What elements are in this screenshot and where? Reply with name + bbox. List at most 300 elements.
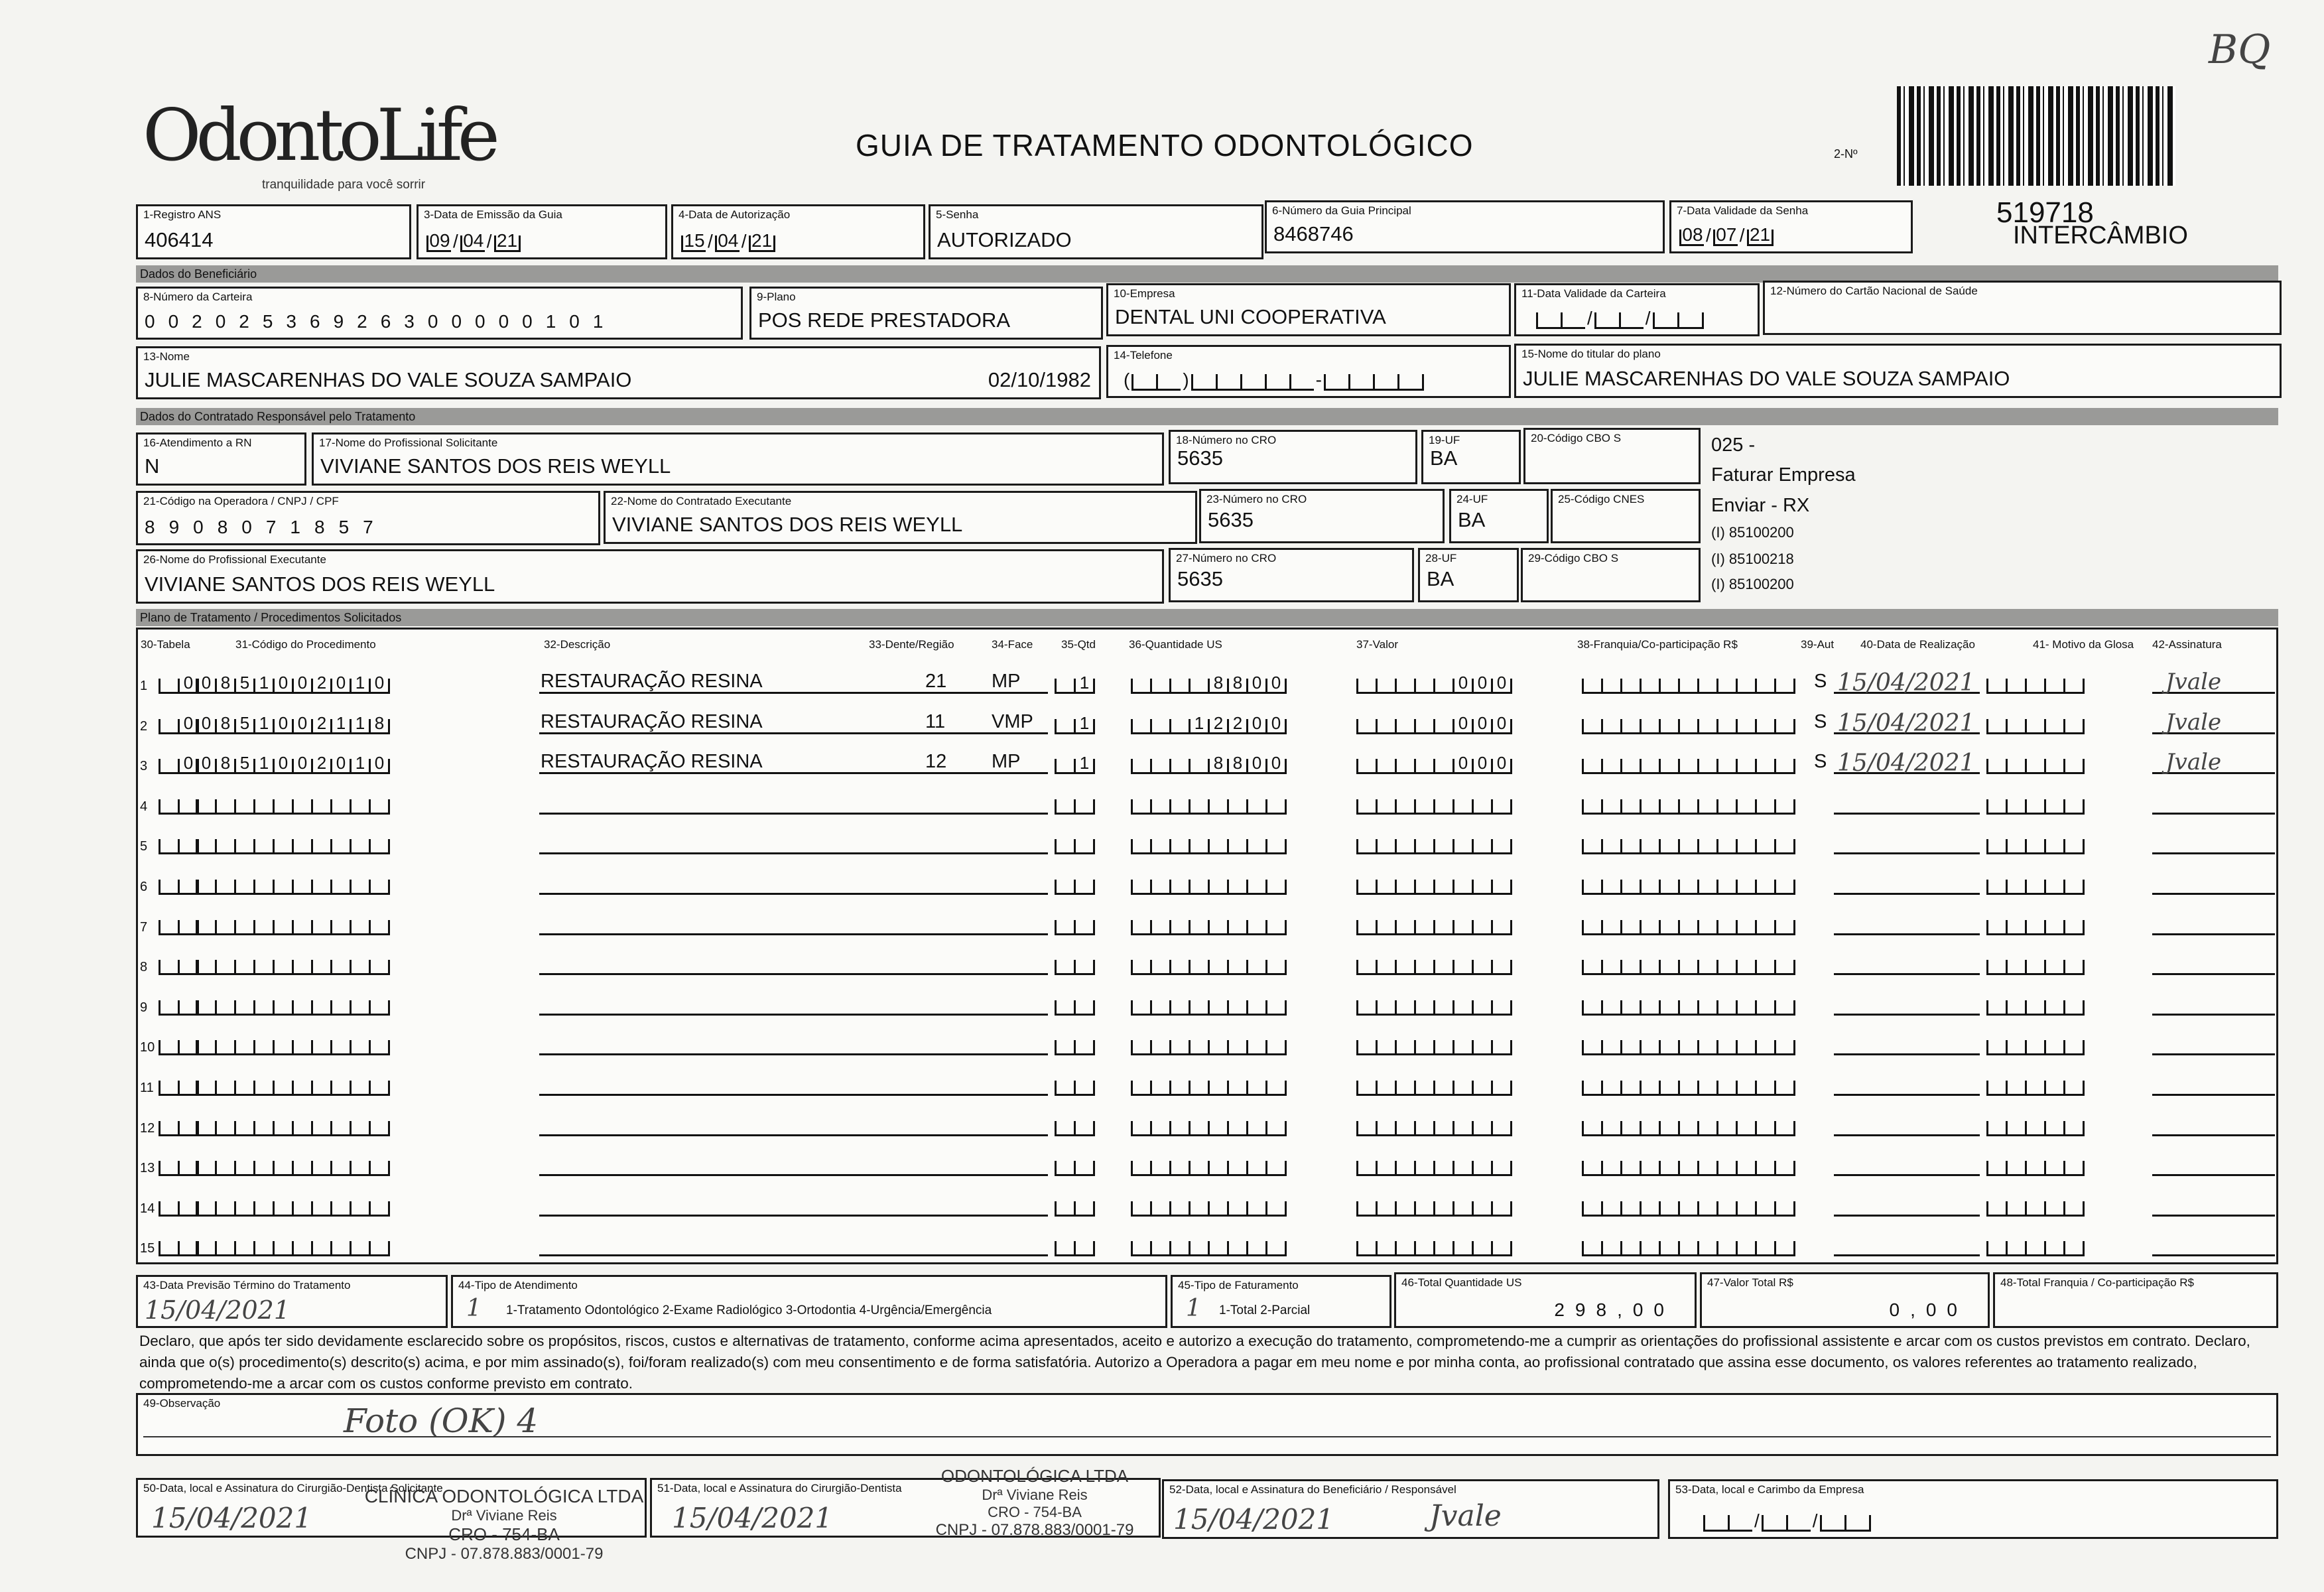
assinatura-line — [2152, 1215, 2275, 1217]
field-senha[interactable] — [929, 204, 1263, 259]
label: 6-Número da Guia Principal — [1272, 204, 1411, 217]
assinatura-line — [2152, 1174, 2275, 1176]
date-comb-empty: / / — [1703, 1510, 1871, 1532]
qtd-comb — [1055, 1241, 1095, 1256]
qtd-comb — [1055, 839, 1095, 854]
us-comb — [1131, 1161, 1287, 1176]
table-row[interactable] — [136, 939, 2278, 979]
dente-line — [895, 973, 975, 975]
tabela-comb — [159, 1081, 199, 1096]
stamp-2-line-2: Drª Viviane Reis — [982, 1487, 1088, 1503]
aut: S — [1814, 671, 1827, 692]
col-codigo: 31-Código do Procedimento — [235, 638, 376, 651]
table-row[interactable] — [136, 658, 2278, 698]
table-row[interactable] — [136, 1100, 2278, 1140]
codigo-comb — [196, 1241, 390, 1256]
dente: 11 — [925, 710, 946, 732]
label: 48-Total Franquia / Co-participação R$ — [2000, 1276, 2194, 1289]
value: 5635 — [1208, 508, 1254, 531]
franquia-comb — [1582, 1000, 1795, 1016]
tabela-comb — [159, 920, 199, 935]
valor-comb — [1356, 960, 1512, 975]
label: 45-Tipo de Faturamento — [1178, 1279, 1299, 1292]
label: 10-Empresa — [1114, 287, 1175, 300]
stamp-2 — [889, 1466, 1181, 1540]
value: BA — [1427, 567, 1454, 590]
valor-comb — [1356, 880, 1512, 895]
side-note-5: (I) 85100218 — [1711, 551, 1794, 567]
date: 15/04/2021 — [151, 1502, 312, 1534]
franquia-comb — [1582, 679, 1795, 694]
field-titular[interactable] — [1514, 344, 2282, 398]
glosa-comb — [1986, 920, 2085, 935]
date-comb: 08 / 07 / 21 — [1679, 225, 1774, 246]
face: VMP — [992, 710, 1033, 732]
row-number: 8 — [140, 960, 148, 975]
col-quantidade-us: 36-Quantidade US — [1129, 638, 1222, 651]
face-line — [982, 893, 1048, 895]
field-validade-senha[interactable] — [1669, 200, 1913, 253]
face-line — [982, 1134, 1048, 1136]
value: 15/04/2021 — [145, 1295, 290, 1325]
valor-comb — [1356, 920, 1512, 935]
section-contratado: Dados do Contratado Responsável pelo Tratamento — [136, 408, 2278, 425]
table-row[interactable] — [136, 738, 2278, 778]
label: 43-Data Previsão Término do Tratamento — [143, 1279, 351, 1292]
dente-line — [895, 813, 975, 815]
face-line — [982, 1254, 1048, 1256]
label: 12-Número do Cartão Nacional de Saúde — [1770, 285, 1978, 297]
dente-line — [895, 1094, 975, 1096]
us-comb — [1131, 1040, 1287, 1055]
codigo-comb — [196, 1201, 390, 1217]
corner-mark: BQ — [2209, 27, 2271, 73]
value: BA — [1430, 446, 1458, 470]
label: 49-Observação — [143, 1397, 221, 1410]
table-row[interactable] — [136, 1181, 2278, 1221]
side-note-2: Faturar Empresa — [1711, 464, 1856, 486]
franquia-comb — [1582, 1241, 1795, 1256]
dente: 21 — [925, 671, 947, 692]
tabela-comb — [159, 839, 199, 854]
valor-comb: 0 0 0 — [1356, 679, 1512, 694]
table-row[interactable] — [136, 1221, 2278, 1260]
barcode — [1897, 86, 2175, 186]
value: 406414 — [145, 228, 214, 251]
col-data-realizacao: 40-Data de Realização — [1860, 638, 1975, 651]
us-comb — [1131, 1000, 1287, 1016]
franquia-comb — [1582, 759, 1795, 774]
value: 5635 — [1177, 446, 1223, 470]
data-line — [1834, 1134, 1980, 1136]
field-telefone[interactable] — [1106, 345, 1511, 398]
codigo-comb — [196, 1000, 390, 1016]
glosa-comb — [1986, 719, 2085, 734]
codigo-comb — [196, 799, 390, 815]
qtd-comb — [1055, 1000, 1095, 1016]
label: 29-Código CBO S — [1528, 552, 1619, 564]
codigo-comb — [196, 920, 390, 935]
label: 3-Data de Emissão da Guia — [424, 208, 562, 221]
field-uf-19[interactable] — [1421, 430, 1521, 484]
col-dente: 33-Dente/Região — [869, 638, 954, 651]
logo-tagline: tranquilidade para você sorrir — [262, 178, 426, 192]
label: 27-Número no CRO — [1176, 552, 1277, 564]
dente-line — [895, 1053, 975, 1055]
field-assinatura-beneficiario[interactable] — [1162, 1479, 1659, 1539]
table-row[interactable] — [136, 819, 2278, 858]
glosa-comb — [1986, 1081, 2085, 1096]
dente-line — [895, 893, 975, 895]
table-row[interactable] — [136, 1140, 2278, 1180]
field-carimbo-empresa[interactable] — [1668, 1479, 2278, 1539]
us-comb: 1 2 2 0 0 — [1131, 719, 1287, 734]
face-line — [982, 813, 1048, 815]
value: 1 — [466, 1295, 482, 1322]
stamp-1-line-2: Drª Viviane Reis — [451, 1507, 557, 1524]
table-row[interactable] — [136, 859, 2278, 899]
tabela-comb: 0 — [159, 679, 199, 694]
signature: Jvale — [1429, 1499, 1502, 1533]
assinatura-line — [2152, 1094, 2275, 1096]
assinatura-line — [2152, 893, 2275, 895]
table-row[interactable] — [136, 779, 2278, 819]
data-line — [1834, 1174, 1980, 1176]
assinatura-line — [2152, 1014, 2275, 1016]
tabela-comb — [159, 1241, 199, 1256]
franquia-comb — [1582, 1121, 1795, 1136]
valor-comb — [1356, 1241, 1512, 1256]
field-profissional-executante[interactable] — [136, 549, 1164, 604]
glosa-comb — [1986, 1040, 2085, 1055]
dente-line — [895, 933, 975, 935]
field-contratado-executante[interactable] — [604, 491, 1197, 544]
franquia-comb — [1582, 1081, 1795, 1096]
value: BA — [1458, 508, 1486, 531]
label: 13-Nome — [143, 350, 190, 363]
date-comb: 09 / 04 / 21 — [426, 231, 521, 252]
assinatura-line — [2152, 1254, 2275, 1256]
declaration: Declaro, que após ter sido devidamente esclarecido sobre os propósitos, riscos, custos e alternativas de tratamento, conforme acima apresentados, aceito e autorizo a execução do tratamento, comprometendo-me a cumprir as orientações do profissional assistente e arcar com os custos previstos em contrato. Declaro, ainda que o(s) procedimento(s) descrito(s) acima, e por mim assinado(s), foi/foram realizado(s) com meu consentimento e de forma satisfatória. Autorizo a Operadora a pagar em meu nome e por minha conta, ao profissional contratado que assina esse documento, os valores referentes ao tratamento realizado, comprometendo-me a arcar com os custos conforme previsto em contrato. — [139, 1333, 2250, 1392]
guide-number: 519718 — [1996, 196, 2094, 229]
row-number: 10 — [140, 1040, 155, 1055]
col-tabela: 30-Tabela — [141, 638, 190, 651]
franquia-comb — [1582, 839, 1795, 854]
tabela-comb — [159, 799, 199, 815]
valor-comb — [1356, 1000, 1512, 1016]
face: MP — [992, 751, 1021, 773]
field-cro-18[interactable] — [1169, 430, 1417, 484]
franquia-comb — [1582, 719, 1795, 734]
face-line — [982, 973, 1048, 975]
stamp-1-line-1: CLÍNICA ODONTOLÓGICA LTDA — [364, 1486, 644, 1506]
label: 47-Valor Total R$ — [1707, 1276, 1793, 1289]
field-profissional-solicitante[interactable] — [312, 432, 1164, 486]
qtd-comb — [1055, 1081, 1095, 1096]
value: 5635 — [1177, 567, 1223, 590]
field-observacao[interactable] — [136, 1393, 2278, 1456]
glosa-comb — [1986, 759, 2085, 774]
field-valor-total[interactable] — [1700, 1272, 1990, 1328]
data-realizacao: 15/04/2021 — [1837, 709, 1975, 737]
value: VIVIANE SANTOS DOS REIS WEYLL — [612, 513, 963, 536]
qtd-comb — [1055, 1161, 1095, 1176]
field-guia-principal[interactable] — [1265, 200, 1665, 253]
glosa-comb — [1986, 1201, 2085, 1217]
row-number: 6 — [140, 880, 148, 894]
field-nome[interactable] — [136, 346, 1101, 399]
label: 1-Registro ANS — [143, 208, 222, 221]
value: VIVIANE SANTOS DOS REIS WEYLL — [145, 572, 495, 596]
field-uf-28[interactable] — [1418, 548, 1519, 602]
qtd-comb — [1055, 880, 1095, 895]
value: DENTAL UNI COOPERATIVA — [1115, 305, 1386, 328]
us-comb — [1131, 920, 1287, 935]
qtd-comb — [1055, 1201, 1095, 1217]
field-previsao-termino[interactable] — [136, 1275, 448, 1328]
stamp-2-line-3: CRO - 754-BA — [988, 1504, 1082, 1520]
side-note-4: (I) 85100200 — [1711, 524, 1794, 541]
face-line — [982, 1014, 1048, 1016]
face-line — [982, 1174, 1048, 1176]
franquia-comb — [1582, 920, 1795, 935]
tabela-comb — [159, 880, 199, 895]
col-face: 34-Face — [992, 638, 1033, 651]
valor-comb — [1356, 1040, 1512, 1055]
tabela-comb — [159, 1161, 199, 1176]
glosa-comb — [1986, 880, 2085, 895]
label: 51-Data, local e Assinatura do Cirurgião-Dentista — [657, 1482, 902, 1494]
value: 00202536926300000101 — [145, 311, 617, 332]
table-row[interactable] — [136, 899, 2278, 939]
qtd-comb: 1 — [1055, 759, 1095, 774]
field-total-franquia[interactable] — [1993, 1272, 2278, 1328]
glosa-comb — [1986, 1000, 2085, 1016]
col-aut: 39-Aut — [1801, 638, 1835, 651]
row-number: 12 — [140, 1120, 155, 1136]
field-tipo-atendimento[interactable] — [451, 1275, 1167, 1328]
row-number: 14 — [140, 1201, 155, 1216]
valor-comb — [1356, 799, 1512, 815]
label: 7-Data Validade da Senha — [1677, 204, 1809, 217]
glosa-comb — [1986, 1241, 2085, 1256]
stamp-1 — [361, 1486, 647, 1563]
us-comb — [1131, 960, 1287, 975]
label: 44-Tipo de Atendimento — [458, 1279, 578, 1292]
logo — [143, 94, 495, 192]
field-cbo-29[interactable] — [1521, 548, 1701, 602]
qtd-comb — [1055, 960, 1095, 975]
dente-line — [895, 852, 975, 854]
table-row[interactable] — [136, 698, 2278, 738]
data-line — [1834, 813, 1980, 815]
value: POS REDE PRESTADORA — [758, 308, 1011, 332]
label: 20-Código CBO S — [1531, 432, 1622, 444]
stamp-1-line-3: CRO - 754-BA — [448, 1524, 560, 1544]
tabela-comb — [159, 1000, 199, 1016]
field-registro-ans[interactable] — [136, 204, 411, 259]
value: 0,00 — [1889, 1299, 1968, 1320]
row-number: 1 — [140, 679, 148, 693]
glosa-comb — [1986, 1121, 2085, 1136]
field-cartao-nacional[interactable] — [1763, 281, 2282, 335]
face-line — [982, 1215, 1048, 1217]
assinatura: Jvale — [2165, 749, 2222, 776]
dente: 12 — [925, 751, 947, 773]
franquia-comb — [1582, 880, 1795, 895]
codigo-comb — [196, 880, 390, 895]
aut: S — [1814, 751, 1827, 773]
label: 5-Senha — [936, 208, 979, 221]
us-comb: 8 8 0 0 — [1131, 759, 1287, 774]
date: 15/04/2021 — [1173, 1503, 1334, 1536]
label: 16-Atendimento a RN — [143, 436, 252, 449]
field-plano[interactable] — [749, 287, 1103, 340]
label: 14-Telefone — [1114, 349, 1173, 362]
label: 46-Total Quantidade US — [1401, 1276, 1522, 1289]
value: 1 — [1186, 1295, 1201, 1322]
col-franquia: 38-Franquia/Co-participação R$ — [1577, 638, 1738, 651]
dente-line — [895, 1215, 975, 1217]
data-line — [1834, 973, 1980, 975]
stamp-2-line-4: CNPJ - 07.878.883/0001-79 — [935, 1521, 1134, 1539]
line — [143, 1436, 2271, 1437]
value: JULIE MASCARENHAS DO VALE SOUZA SAMPAIO — [1523, 367, 2010, 390]
form-title: GUIA DE TRATAMENTO ODONTOLÓGICO — [856, 128, 1474, 163]
label: 24-UF — [1456, 493, 1488, 505]
field-cro-27[interactable] — [1169, 548, 1414, 602]
valor-comb — [1356, 1081, 1512, 1096]
row-number: 15 — [140, 1241, 155, 1256]
label: 28-UF — [1425, 552, 1457, 564]
guide-no-label: 2-Nº — [1834, 147, 1858, 161]
label: 11-Data Validade da Carteira — [1521, 287, 1666, 300]
aut: S — [1814, 710, 1827, 732]
label: 26-Nome do Profissional Executante — [143, 553, 326, 566]
codigo-comb — [196, 960, 390, 975]
label: 8-Número da Carteira — [143, 291, 253, 303]
field-total-quantidade-us[interactable] — [1394, 1272, 1697, 1328]
value: VIVIANE SANTOS DOS REIS WEYLL — [320, 454, 671, 478]
face-line — [982, 852, 1048, 854]
value: AUTORIZADO — [937, 228, 1072, 251]
field-atendimento-rn[interactable] — [136, 432, 306, 486]
row-number: 7 — [140, 919, 148, 935]
qtd-comb — [1055, 1040, 1095, 1055]
glosa-comb — [1986, 960, 2085, 975]
value: N — [145, 454, 160, 478]
tabela-comb — [159, 1121, 199, 1136]
us-comb — [1131, 839, 1287, 854]
value: 8908071857 — [145, 517, 387, 537]
assinatura-line — [2152, 933, 2275, 935]
assinatura: Jvale — [2165, 669, 2222, 695]
qtd-comb — [1055, 920, 1095, 935]
label: 19-UF — [1429, 434, 1460, 446]
phone-comb: ( ) - — [1122, 369, 1424, 391]
qtd-comb — [1055, 1121, 1095, 1136]
face-line — [982, 1094, 1048, 1096]
field-tipo-faturamento[interactable] — [1171, 1275, 1391, 1328]
date: 15/04/2021 — [672, 1502, 833, 1534]
franquia-comb — [1582, 799, 1795, 815]
value: Foto (OK) 4 — [344, 1402, 539, 1440]
logo-text: OdontoLife — [143, 94, 495, 177]
field-empresa[interactable] — [1106, 283, 1511, 336]
descricao: RESTAURAÇÃO RESINA — [541, 671, 763, 692]
valor-comb — [1356, 1161, 1512, 1176]
table-row[interactable] — [136, 1060, 2278, 1100]
field-uf-24[interactable] — [1449, 489, 1549, 543]
col-motivo-glosa: 41- Motivo da Glosa — [2033, 638, 2134, 651]
us-comb: 8 8 0 0 — [1131, 679, 1287, 694]
us-comb — [1131, 1201, 1287, 1217]
label: 17-Nome do Profissional Solicitante — [319, 436, 498, 449]
row-number: 3 — [140, 759, 148, 774]
valor-comb: 0 0 0 — [1356, 759, 1512, 774]
qtd-comb: 1 — [1055, 679, 1095, 694]
valor-comb — [1356, 1201, 1512, 1217]
options: 1-Total 2-Parcial — [1219, 1303, 1311, 1317]
value: 298,00 — [1554, 1299, 1675, 1320]
field-data-emissao[interactable] — [417, 204, 667, 259]
label: 9-Plano — [757, 291, 796, 303]
field-validade-carteira[interactable] — [1514, 283, 1760, 336]
guide-type: INTERCÂMBIO — [2013, 222, 2188, 249]
row-number: 9 — [140, 1000, 148, 1015]
label: 22-Nome do Contratado Executante — [611, 495, 792, 507]
glosa-comb — [1986, 839, 2085, 854]
field-carteira[interactable] — [136, 287, 743, 340]
dente-line — [895, 1254, 975, 1256]
tabela-comb — [159, 1040, 199, 1055]
assinatura-line — [2152, 973, 2275, 975]
label: 15-Nome do titular do plano — [1521, 348, 1661, 360]
label: 18-Número no CRO — [1176, 434, 1277, 446]
qtd-comb — [1055, 799, 1095, 815]
codigo-comb — [196, 1040, 390, 1055]
valor-comb — [1356, 839, 1512, 854]
stamp-1-line-4: CNPJ - 07.878.883/0001-79 — [405, 1545, 604, 1563]
col-descricao: 32-Descrição — [544, 638, 611, 651]
assinatura-line — [2152, 1134, 2275, 1136]
codigo-comb — [196, 1081, 390, 1096]
field-cro-23[interactable] — [1199, 489, 1445, 543]
codigo-comb: 0 8 5 1 0 0 2 1 1 8 — [196, 719, 390, 734]
valor-comb: 0 0 0 — [1356, 719, 1512, 734]
data-line — [1834, 1053, 1980, 1055]
label: 4-Data de Autorização — [678, 208, 791, 221]
field-data-autorizacao[interactable] — [671, 204, 925, 259]
field-cbo-20[interactable] — [1523, 428, 1701, 484]
side-note-6: (I) 85100200 — [1711, 576, 1794, 592]
table-row[interactable] — [136, 980, 2278, 1020]
data-line — [1834, 933, 1980, 935]
tabela-comb: 0 — [159, 719, 199, 734]
tabela-comb — [159, 960, 199, 975]
qtd-comb: 1 — [1055, 719, 1095, 734]
data-realizacao: 15/04/2021 — [1837, 669, 1975, 696]
field-codigo-operadora[interactable] — [136, 491, 600, 545]
row-number: 2 — [140, 718, 148, 734]
assinatura-line — [2152, 813, 2275, 815]
data-realizacao: 15/04/2021 — [1837, 750, 1975, 777]
glosa-comb — [1986, 799, 2085, 815]
label: 50-Data, local e Assinatura do Cirurgião-Dentista Solicitante — [143, 1482, 443, 1494]
field-cnes-25[interactable] — [1551, 489, 1701, 543]
table-row[interactable] — [136, 1020, 2278, 1059]
row-number: 11 — [140, 1081, 154, 1095]
